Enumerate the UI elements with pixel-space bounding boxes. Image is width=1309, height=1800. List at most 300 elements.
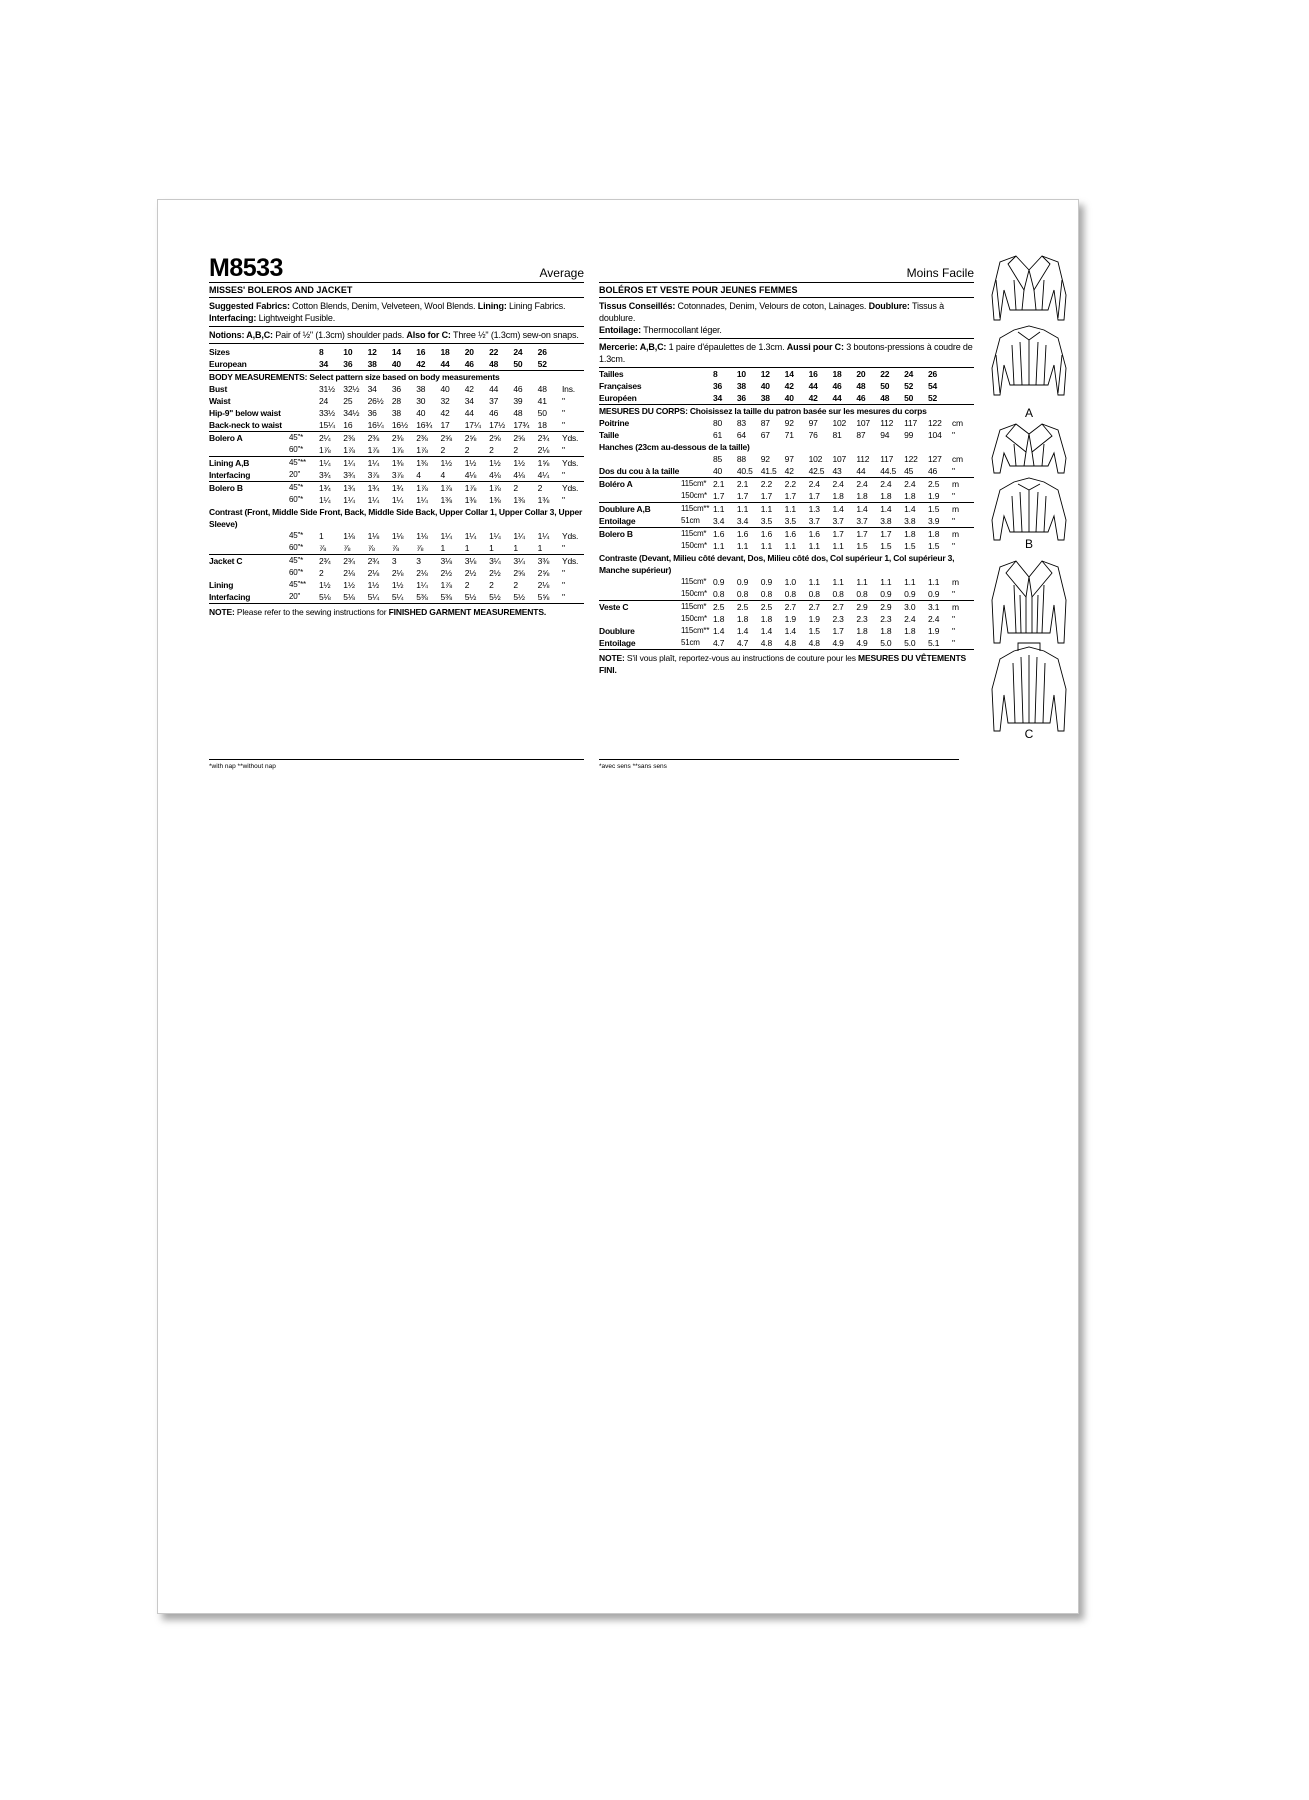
table-row [209, 383, 584, 395]
fabric-width: 115cm** [681, 626, 710, 635]
size-value: 92 [760, 454, 770, 464]
fabric-width [289, 383, 319, 395]
fabric-width: 45"* [289, 482, 319, 495]
size-value: 41 [537, 396, 547, 406]
size-value: 1 [464, 543, 470, 553]
size-value: 30 [416, 396, 426, 406]
size-value: 34 [367, 384, 377, 394]
figure-view-c [988, 555, 1070, 740]
size-value: 2.4 [832, 478, 856, 491]
size-value: 38 [367, 359, 377, 369]
size-value: 1¼ [343, 457, 367, 470]
row-label: Européen [599, 393, 637, 403]
size-value: 2¾ [319, 555, 343, 568]
size-value: 42.5 [808, 466, 825, 476]
size-value: 16¼ [367, 420, 384, 430]
row-label [209, 567, 289, 579]
size-value: 42 [416, 359, 426, 369]
size-value: 3¾ [343, 470, 355, 480]
size-value: 5⅜ [416, 592, 428, 602]
fabric-width: 150cm* [681, 491, 707, 500]
size-value: 40 [713, 466, 723, 476]
size-value: 2 [513, 482, 537, 495]
size-value: 3¾ [319, 470, 331, 480]
notions-block-fr [599, 339, 974, 368]
unit: m [952, 503, 974, 516]
size-value: 1⅞ [319, 445, 331, 455]
size-value: 36 [713, 381, 723, 391]
size-value: 3⅛ [440, 555, 464, 568]
unit: " [952, 491, 955, 501]
size-value: 3¼ [513, 555, 537, 568]
size-value: 36 [736, 393, 746, 403]
size-value: 3 [416, 555, 440, 568]
size-value: 2⅛ [416, 568, 428, 578]
size-value: 4.8 [784, 638, 796, 648]
row-label: Françaises [599, 381, 642, 391]
size-value: 46 [832, 381, 842, 391]
size-value: 4.8 [760, 638, 772, 648]
size-value: 34 [464, 396, 474, 406]
size-value: 2⅜ [416, 432, 440, 445]
size-value: 1¼ [368, 457, 392, 470]
size-value: 2.3 [880, 614, 892, 624]
size-value: 61 [713, 430, 723, 440]
size-value: 1½ [513, 457, 537, 470]
unit [562, 358, 584, 371]
size-value: 1 [489, 543, 494, 553]
interfacing-text-fr: Thermocollant léger. [641, 325, 722, 335]
size-row [209, 358, 584, 371]
size-value: 1.1 [713, 503, 737, 516]
table-row [599, 528, 974, 541]
fabric-width: 150cm* [681, 541, 707, 550]
size-value: 1.8 [904, 626, 916, 636]
size-value: 1½ [343, 580, 355, 590]
size-value: 85 [713, 454, 723, 464]
unit: " [562, 445, 565, 455]
size-value: 1.7 [832, 528, 856, 541]
note-label: NOTE: [209, 607, 235, 617]
table-row [599, 417, 974, 429]
size-value: 12 [367, 347, 377, 357]
size-value: 1 [319, 531, 324, 541]
size-value: 40 [760, 381, 770, 391]
size-value: 1⅝ [538, 457, 562, 470]
size-value: 1.1 [856, 577, 868, 587]
size-value: 1.6 [713, 528, 737, 541]
row-label: Poitrine [599, 418, 630, 428]
size-value: 1.1 [713, 541, 725, 551]
size-value: 2.1 [713, 478, 737, 491]
section-heading-row [209, 506, 584, 530]
row-label: Dos du cou à la taille [599, 466, 680, 476]
size-value: 1.5 [928, 503, 952, 516]
size-value: 40 [784, 393, 794, 403]
size-value: 1.9 [784, 614, 796, 624]
size-value: 43 [832, 466, 842, 476]
size-value: 3⅛ [465, 555, 489, 568]
lining-label: Lining: [477, 301, 507, 311]
size-value: 46 [928, 466, 938, 476]
jacket-c-illustration [988, 555, 1070, 735]
row-label: Boléro A [599, 478, 681, 491]
size-value: ⅞ [367, 543, 375, 553]
unit: " [952, 614, 955, 624]
table-row [599, 478, 974, 491]
size-value: 1.4 [784, 626, 796, 636]
unit: " [562, 495, 565, 505]
english-size-tables [209, 344, 584, 603]
fabric-width: 115cm* [681, 577, 707, 586]
difficulty-level-fr: Moins Facile [906, 266, 974, 280]
lining-text-fr: Tissus à doublure. [599, 301, 944, 323]
fabric-width: 115cm* [681, 528, 713, 541]
unit [562, 344, 584, 358]
size-value: 0.9 [880, 589, 892, 599]
size-value: 38 [736, 381, 746, 391]
size-value: 3.1 [928, 601, 952, 614]
size-value: 1⅞ [465, 482, 489, 495]
fabric-width: 20" [289, 470, 301, 479]
size-value: 1.1 [784, 541, 796, 551]
size-value: 2 [538, 482, 562, 495]
size-value: 1¼ [416, 580, 428, 590]
row-label: Tailles [599, 369, 624, 379]
size-value: 20 [464, 347, 474, 357]
size-value: 2 [489, 580, 494, 590]
size-value: 104 [928, 430, 942, 440]
size-value: 2.3 [832, 614, 844, 624]
size-value: 1¼ [489, 531, 501, 541]
size-value: 16 [808, 369, 818, 379]
fabric-width: 45"* [289, 555, 319, 568]
size-value: 26 [537, 347, 547, 357]
footnote-fr: *avec sens **sans sens [599, 759, 959, 770]
size-value: 87 [760, 418, 770, 428]
size-value: 44 [464, 408, 474, 418]
fabric-width: 150cm* [681, 589, 707, 598]
unit: " [562, 568, 565, 578]
section-heading-row [209, 371, 584, 384]
size-value: 83 [736, 418, 746, 428]
size-value: 31½ [319, 384, 335, 394]
size-value: 1.4 [736, 626, 749, 636]
unit: " [952, 541, 955, 551]
section-heading: Contrast (Front, Middle Side Front, Back, Middle Side Back, Upper Collar 1, Upper Collar 3, Upper Sleeve) [209, 507, 583, 529]
row-label: Interfacing [209, 470, 251, 480]
unit: Ins. [562, 384, 575, 394]
size-value: 40 [391, 359, 401, 369]
size-value: 25 [343, 396, 353, 406]
size-value: 17½ [489, 420, 506, 430]
size-value: 4⅛ [464, 470, 477, 480]
size-value: 28 [391, 396, 401, 406]
size-value: 1.8 [713, 614, 725, 624]
size-value: 1.7 [832, 626, 844, 636]
size-value: 2⅝ [513, 568, 525, 578]
size-value: 1.1 [808, 541, 820, 551]
size-value: 24 [904, 369, 914, 379]
unit: " [952, 430, 955, 440]
size-value: 3.0 [904, 601, 928, 614]
size-value: 64 [736, 430, 746, 440]
fabric-width: 51cm [681, 638, 700, 647]
size-row [209, 344, 584, 358]
size-value: 41.5 [760, 466, 777, 476]
size-value: 112 [856, 454, 870, 464]
size-value: 1.8 [760, 614, 772, 624]
fabric-width: 60"* [289, 495, 304, 504]
size-value: 1½ [489, 457, 513, 470]
size-value: 1⅜ [537, 495, 550, 505]
size-value: 40 [440, 384, 450, 394]
fabric-width: 20" [289, 592, 301, 601]
size-value: 1⅜ [440, 495, 452, 505]
size-value: 1.7 [760, 491, 772, 501]
table-row [599, 601, 974, 614]
size-value: 12 [760, 369, 770, 379]
size-value: 1.1 [761, 503, 785, 516]
size-value: 50 [537, 408, 547, 418]
size-value: 2 [513, 580, 518, 590]
size-value: 42 [784, 381, 794, 391]
size-value: 2⅛ [367, 568, 380, 578]
size-value: 1⅞ [489, 482, 513, 495]
size-value: 2¾ [368, 555, 392, 568]
size-value: 1¼ [367, 495, 380, 505]
size-value: 4 [416, 470, 421, 480]
unit: " [562, 408, 565, 418]
row-label [209, 530, 289, 542]
row-label [599, 588, 681, 601]
table-row [599, 490, 974, 503]
english-column [209, 252, 584, 618]
difficulty-level: Average [539, 266, 584, 280]
size-value: 24 [319, 396, 329, 406]
table-row [209, 444, 584, 457]
size-value: ⅞ [416, 543, 424, 553]
section-heading-row [599, 441, 974, 453]
table-row [599, 613, 974, 625]
size-value: 2 [489, 445, 494, 455]
table-row [209, 591, 584, 603]
size-value: 1.8 [856, 491, 868, 501]
size-value: 2⅜ [343, 432, 367, 445]
size-value: 1.5 [928, 541, 940, 551]
size-value: 1½ [391, 580, 404, 590]
size-value: 1.7 [784, 491, 796, 501]
size-value: 2½ [489, 568, 501, 578]
size-value: 1.1 [760, 541, 772, 551]
fabric-width: 60"* [289, 445, 304, 454]
size-value: 1⅞ [343, 445, 355, 455]
unit [952, 368, 974, 380]
table-row [209, 494, 584, 506]
size-value: 1.8 [832, 491, 844, 501]
size-value: 26 [928, 369, 938, 379]
size-value: 46 [513, 384, 523, 394]
size-value: 102 [808, 454, 823, 464]
size-value: 5⅛ [343, 592, 355, 602]
size-value: 97 [808, 418, 818, 428]
row-label [209, 444, 289, 457]
size-value: 5½ [464, 592, 477, 602]
size-value: 22 [489, 347, 499, 357]
size-value: 1 [513, 543, 518, 553]
size-value: 5¼ [367, 592, 380, 602]
size-value: 3.8 [880, 516, 892, 526]
notions-label-fr: Mercerie: A,B,C: [599, 342, 667, 352]
size-value: 38 [760, 393, 770, 403]
size-value: 1⅜ [489, 495, 501, 505]
size-value: 37 [489, 396, 499, 406]
size-row [599, 392, 974, 405]
size-value: 3.7 [856, 516, 868, 526]
table-row [209, 419, 584, 432]
size-value: 1⅞ [440, 482, 464, 495]
fabric-width: 60"* [289, 568, 304, 577]
fabric-width: 115cm** [681, 503, 713, 516]
size-value: 3⅜ [538, 555, 562, 568]
size-value: 1.1 [736, 541, 749, 551]
size-value: 2⅝ [440, 432, 464, 445]
size-value: 5⅜ [440, 592, 452, 602]
note [209, 603, 584, 618]
size-value: 2⅛ [537, 445, 550, 455]
row-label: Bust [209, 384, 228, 394]
size-value: 3.8 [904, 516, 916, 526]
fabric-width [681, 465, 713, 478]
fabric-width: 45"* [289, 432, 319, 445]
size-value: 46 [856, 393, 866, 403]
size-value: 76 [808, 430, 818, 440]
notions-text-fr: 1 paire d'épaulettes de 1.3cm. [666, 342, 787, 352]
size-value: 1.4 [832, 503, 856, 516]
figure-view-a [988, 250, 1070, 405]
lining-text: Lining Fabrics. [506, 301, 566, 311]
size-value: 1.6 [737, 528, 761, 541]
fabric-width: 45"* [289, 531, 304, 540]
unit: Yds. [562, 457, 584, 470]
size-value: 40 [416, 408, 426, 418]
row-label: Taille [599, 430, 619, 440]
table-row [209, 395, 584, 407]
size-value: ⅞ [343, 543, 351, 553]
unit: cm [952, 418, 963, 428]
size-value: 1.7 [880, 528, 904, 541]
size-value: 5¼ [391, 592, 404, 602]
size-value: 52 [928, 393, 938, 403]
size-value: 0.9 [713, 577, 725, 587]
size-value: 2.4 [809, 478, 833, 491]
size-value: 33½ [319, 408, 335, 418]
fabrics-label-fr: Tissus Conseillés: [599, 301, 676, 311]
size-value: 0.9 [736, 577, 749, 587]
size-value: 2½ [464, 568, 477, 578]
size-value: 5⅝ [537, 592, 550, 602]
size-value: 15¼ [319, 420, 335, 430]
size-value: 112 [880, 418, 894, 428]
size-value: 44 [440, 359, 450, 369]
size-value: 18 [537, 420, 547, 430]
size-value: 1⅞ [367, 445, 380, 455]
size-value: 48 [880, 393, 890, 403]
fabrics-block [209, 298, 584, 327]
table-row [599, 625, 974, 637]
unit: m [952, 601, 974, 614]
size-value: 32½ [343, 384, 360, 394]
size-value: 45 [904, 466, 914, 476]
fabric-width: 60"* [289, 543, 304, 552]
size-value: 1.4 [713, 626, 725, 636]
size-value: 1⅛ [391, 531, 404, 541]
size-value: 102 [832, 418, 847, 428]
size-value: 1.1 [880, 577, 892, 587]
size-value: 5½ [513, 592, 525, 602]
size-value: 2⅝ [465, 432, 489, 445]
unit: m [952, 478, 974, 491]
size-value: 1⅜ [392, 457, 416, 470]
table-row [209, 555, 584, 568]
size-value: 5.0 [880, 638, 892, 648]
size-value: 48 [537, 384, 547, 394]
fabrics-text: Cotton Blends, Denim, Velveteen, Wool Blends. [289, 301, 478, 311]
size-value: 3.9 [928, 516, 940, 526]
size-value: 0.9 [904, 589, 916, 599]
size-value: 48 [489, 359, 499, 369]
size-value: 26½ [367, 396, 384, 406]
row-label [599, 576, 681, 588]
pattern-code: M8533 [209, 254, 283, 282]
size-value: 54 [928, 381, 938, 391]
size-value: 46 [464, 359, 474, 369]
row-label: Jacket C [209, 555, 289, 568]
size-value: 2⅛ [537, 580, 550, 590]
unit: Yds. [562, 432, 584, 445]
size-value: 1⅜ [464, 495, 477, 505]
size-value: 1¾ [319, 482, 343, 495]
size-value: 1.8 [880, 626, 892, 636]
size-value: 2 [440, 445, 446, 455]
size-value: 1.9 [928, 626, 940, 636]
size-value: 0.8 [784, 589, 796, 599]
size-value: 3 [392, 555, 416, 568]
fabric-width [289, 419, 319, 432]
size-value: 1.6 [761, 528, 785, 541]
size-value: 16½ [391, 420, 408, 430]
unit: Yds. [562, 555, 584, 568]
size-value: 2.4 [856, 478, 880, 491]
size-value: 2⅜ [368, 432, 392, 445]
size-value: 14 [391, 347, 401, 357]
table-row [599, 465, 974, 478]
notions-also-label: Also for C: [406, 330, 451, 340]
size-value: 20 [856, 369, 866, 379]
size-value: 18 [832, 369, 842, 379]
size-value: 38 [416, 384, 426, 394]
size-value: 2⅝ [537, 568, 550, 578]
row-label: Bolero A [209, 432, 289, 445]
size-value: 3.4 [713, 516, 725, 526]
unit: cm [952, 454, 963, 464]
size-value: 2¾ [538, 432, 562, 445]
table-row [599, 540, 974, 552]
size-value: 48 [856, 381, 866, 391]
size-value: 42 [784, 466, 794, 476]
size-value: 1.1 [832, 541, 844, 551]
size-value: ⅞ [391, 543, 399, 553]
